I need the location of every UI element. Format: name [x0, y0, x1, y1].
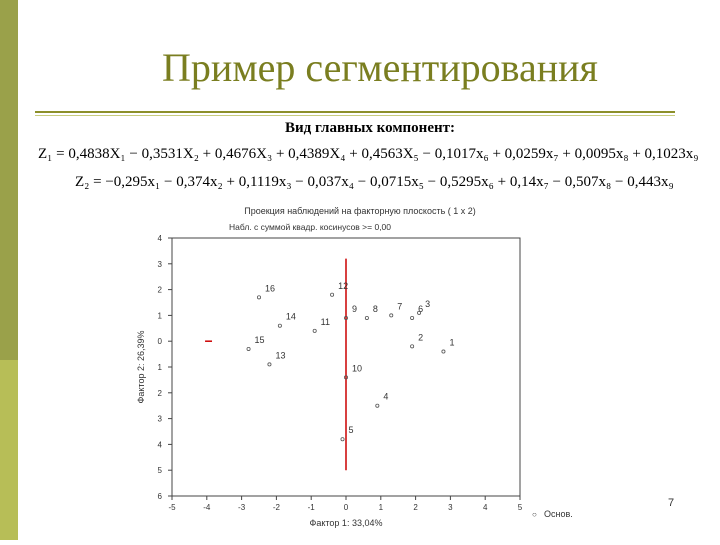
point-label: 11 [320, 316, 331, 327]
side-accent-bar-bottom [0, 360, 18, 540]
x-tick-label: 4 [482, 503, 488, 512]
chart-subtitle: Набл. с суммой квадр. косинусов >= 0,00 [228, 222, 392, 232]
x-tick-label: -2 [272, 503, 280, 512]
y-axis-label: Фактор 2: 26,39% [136, 330, 146, 404]
point-label: 7 [397, 301, 403, 312]
x-tick-label: 5 [517, 503, 523, 512]
y-tick-label: 1 [157, 363, 162, 372]
y-tick-label: 2 [157, 388, 162, 398]
title-divider-secondary [35, 115, 675, 116]
point-label: 13 [275, 350, 286, 361]
point-label: 12 [338, 280, 349, 291]
side-accent-bar-top [0, 0, 18, 360]
equation-z2: Z₂ = −0,295x₁ − 0,374x₂ + 0,1119x₃ − 0,037x₄ − 0,0715x₅ − 0,5295x₆ + 0,14x₇ − 0,507x₈ − 0,443x₉ [75, 174, 674, 190]
slide-title: Пример сегментирования [162, 45, 598, 90]
y-tick-label: 2 [157, 285, 162, 295]
x-tick-label: 3 [448, 503, 453, 512]
title-divider [35, 111, 675, 113]
point-label: 8 [372, 303, 378, 314]
point-label: 10 [352, 363, 363, 374]
scatter-chart [130, 200, 590, 540]
y-tick-label: 6 [157, 492, 162, 501]
chart-title: Проекция наблюдений на факторную плоскость ( 1 x 2) [244, 206, 476, 216]
x-tick-label: -1 [307, 503, 315, 512]
y-tick-label: 1 [157, 311, 162, 321]
y-tick-label: 3 [157, 414, 162, 424]
page-number: 7 [668, 497, 675, 509]
x-axis-label: Фактор 1: 33,04% [309, 518, 383, 528]
point-label: 9 [352, 303, 358, 314]
point-label: 4 [383, 391, 389, 402]
y-tick-label: 0 [157, 337, 162, 347]
y-tick-label: 5 [157, 466, 162, 476]
x-tick-label: 0 [343, 503, 349, 512]
point-label: 2 [418, 332, 424, 343]
y-tick-label: 3 [157, 259, 162, 269]
x-tick-label: -3 [238, 503, 246, 512]
legend-marker: ○ [532, 510, 537, 519]
slide-subtitle: Вид главных компонент: [285, 120, 455, 136]
equation-z1: Z₁ = 0,4838X₁ − 0,3531X₂ + 0,4676X₃ + 0,4389X₄ + 0,4563X₅ − 0,1017x₆ + 0,0259x₇ + 0,0095x₈ + 0,1023x₉ [38, 146, 699, 162]
x-tick-label: 1 [378, 503, 384, 512]
scatter-chart-svg [130, 200, 590, 540]
point-label: 1 [449, 337, 455, 348]
legend-label: Основ. [544, 509, 573, 519]
point-label: 14 [285, 311, 296, 322]
point-label: 5 [348, 425, 354, 436]
point-label: 15 [254, 334, 265, 345]
point-label: 6 [418, 303, 424, 314]
y-tick-label: 4 [157, 440, 162, 450]
y-tick-label: 4 [157, 234, 162, 243]
point-label: 3 [425, 298, 431, 309]
point-label: 16 [265, 283, 276, 294]
x-tick-label: -5 [168, 503, 176, 512]
x-tick-label: 2 [413, 503, 418, 512]
x-tick-label: -4 [203, 503, 211, 512]
